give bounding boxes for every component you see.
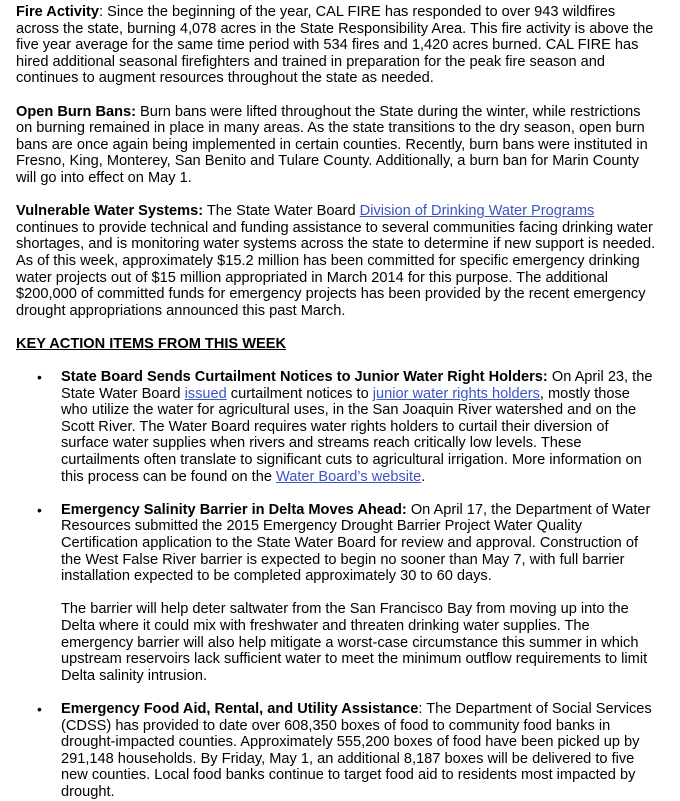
item-text: On April 23, the State Water Board (61, 369, 653, 402)
item-text: , mostly those who utilize the water for agricultural uses, in the San Joaquin River watershed and on the Scott River. The Water Board requires water rights holders to curtail their diversion of surface water supplies when rivers and streams reach critically low levels. These curtailments often translate to significant cuts to agricultural irrigation. More information on this process can be found on the (61, 385, 642, 485)
action-items-list (16, 369, 656, 800)
item-text: : The Department of Social Services (CDSS) has provided to date over 608,350 boxes of food to community food banks in drought-impacted counties. Approximately 555,200 boxes of food have been picked up by 291,148 households. By Friday, May 1, an additional 8,187 boxes will be delivered to five new counties. Local food banks continue to target food aid to residents most impacted by drought. (61, 700, 652, 800)
item-sub-paragraph: The barrier will help deter saltwater from the San Francisco Bay from moving up into the Delta where it could mix with freshwater and threaten drinking water supplies. The emergency barrier will also help mitigate a worst-case circumstance this summer in which upstream reservoirs lack sufficient water to meet the minimum outflow requirements to limit Delta salinity intrusion. (61, 601, 648, 684)
fire-activity-label: Fire Activity (16, 4, 99, 20)
water-board-website-link[interactable]: Water Board’s website (276, 468, 422, 485)
list-item-salinity-barrier (16, 502, 656, 685)
item-title: State Board Sends Curtailment Notices to Junior Water Right Holders: (61, 369, 548, 386)
bullet-icon: • (37, 369, 42, 386)
vulnerable-water-label: Vulnerable Water Systems: (16, 203, 204, 220)
vulnerable-water-text-1: The State Water Board (203, 203, 360, 220)
vulnerable-water-text-2: continues to provide technical and funding assistance to several communities facing drinking water shortages, and is monitoring water systems across the state to determine if new support is needed. As of this week, approximately $15.2 million has been committed for specific emergency drinking water projects out of $15 million appropriated in March 2014 for this purpose. The additional $200,000 of committed funds for emergency projects has been provided by the recent emergency drought appropriations announced this past March. (16, 219, 656, 319)
list-item-curtailment (16, 369, 656, 485)
item-title: Emergency Food Aid, Rental, and Utility Assistance (61, 700, 419, 717)
vulnerable-water-paragraph (16, 203, 656, 319)
item-title: Emergency Salinity Barrier in Delta Moves Ahead: (61, 501, 407, 518)
open-burn-bans-text: Burn bans were lifted throughout the State during the winter, while restrictions on burning remained in place in many areas. As the state transitions to the dry season, open burn bans are once again being implemented in certain counties. Recently, burn bans were instituted in Fresno, King, Monterey, San Benito and Tulare County. Additionally, a burn ban for Marin County will go into effect on May 1. (16, 103, 648, 186)
open-burn-bans-label: Open Burn Bans: (16, 103, 136, 120)
bullet-icon: • (37, 700, 42, 717)
key-action-items-heading: KEY ACTION ITEMS FROM THIS WEEK (16, 335, 286, 352)
item-text: . (421, 468, 426, 485)
drinking-water-programs-link[interactable]: Division of Drinking Water Programs (359, 203, 595, 220)
item-text: curtailment notices to (226, 385, 373, 402)
item-text: On April 17, the Department of Water Resources submitted the 2015 Emergency Drought Barrier Project Water Quality Certification application to the State Water Board for review and approval. Construction of the West False River barrier is expected to begin no sooner than May 7, with full barrier installation expected to be completed approximately 30 to 60 days. (61, 501, 651, 585)
open-burn-bans-paragraph (16, 104, 656, 187)
fire-activity-text: : Since the beginning of the year, CAL FIRE has responded to over 943 wildfires across the state, burning 4,078 acres in the State Responsibility Area. This fire activity is above the five year average for the same time period with 534 fires and 1,420 acres burned. CAL FIRE has hired additional seasonal firefighters and trained in preparation for the peak fire season and continues to augment resources throughout the state as needed. (16, 4, 654, 87)
bullet-icon: • (37, 501, 42, 518)
issued-link[interactable]: issued (184, 385, 227, 402)
junior-water-rights-link[interactable]: junior water rights holders (372, 385, 540, 402)
fire-activity-paragraph (16, 4, 656, 87)
list-item-food-aid (16, 701, 656, 801)
